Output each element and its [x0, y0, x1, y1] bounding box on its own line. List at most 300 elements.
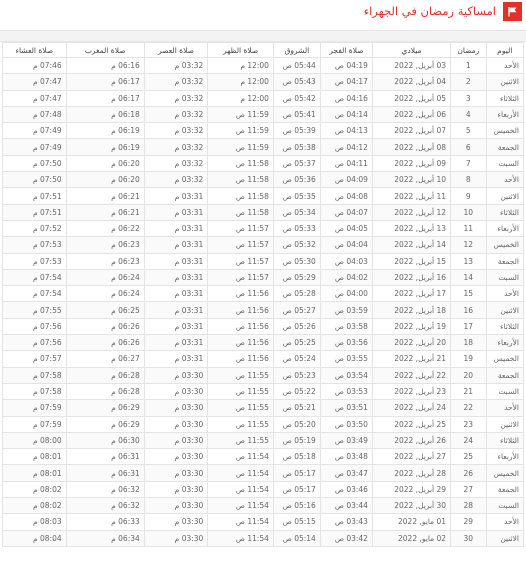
- cell-day: الثلاثاء: [486, 90, 524, 106]
- cell-fajr: 04:13 ص: [320, 123, 372, 139]
- table-row: [3, 90, 524, 106]
- cell-isha: 08:01 م: [3, 449, 67, 465]
- cell-sunrise: 05:25 ص: [273, 335, 320, 351]
- cell-dhuhr: 11:58 ص: [208, 155, 274, 171]
- cell-dhuhr: 11:55 ص: [208, 367, 274, 383]
- cell-maghrib: 06:23 م: [66, 237, 144, 253]
- cell-day: الجمعة: [486, 139, 524, 155]
- cell-gregorian: 20 أبريل, 2022: [372, 335, 450, 351]
- cell-dhuhr: 11:57 ص: [208, 220, 274, 236]
- cell-ramadan: 30: [451, 530, 486, 546]
- cell-ramadan: 5: [451, 123, 486, 139]
- cell-dhuhr: 11:54 ص: [208, 481, 274, 497]
- cell-fajr: 04:12 ص: [320, 139, 372, 155]
- cell-asr: 03:31 م: [144, 237, 208, 253]
- cell-sunrise: 05:24 ص: [273, 351, 320, 367]
- cell-ramadan: 13: [451, 253, 486, 269]
- cell-fajr: 03:42 ص: [320, 530, 372, 546]
- page-title: امساكية رمضان في الجهراء: [363, 4, 496, 18]
- cell-day: الأحد: [486, 400, 524, 416]
- cell-gregorian: 02 مايو, 2022: [372, 530, 450, 546]
- column-header-asr: صلاة العصر: [144, 43, 208, 58]
- cell-maghrib: 06:30 م: [66, 432, 144, 448]
- cell-ramadan: 19: [451, 351, 486, 367]
- cell-gregorian: 10 أبريل, 2022: [372, 172, 450, 188]
- cell-isha: 08:02 م: [3, 481, 67, 497]
- cell-sunrise: 05:22 ص: [273, 383, 320, 399]
- cell-fajr: 03:46 ص: [320, 481, 372, 497]
- cell-isha: 07:54 م: [3, 286, 67, 302]
- column-header-dhuhr: صلاة الظهر: [208, 43, 274, 58]
- cell-sunrise: 05:43 ص: [273, 74, 320, 90]
- cell-dhuhr: 11:59 ص: [208, 123, 274, 139]
- cell-dhuhr: 11:56 ص: [208, 351, 274, 367]
- cell-maghrib: 06:24 م: [66, 269, 144, 285]
- cell-maghrib: 06:31 م: [66, 449, 144, 465]
- cell-isha: 07:47 م: [3, 90, 67, 106]
- cell-sunrise: 05:34 ص: [273, 204, 320, 220]
- cell-gregorian: 29 أبريل, 2022: [372, 481, 450, 497]
- cell-asr: 03:31 م: [144, 253, 208, 269]
- cell-isha: 07:56 م: [3, 335, 67, 351]
- cell-dhuhr: 11:54 ص: [208, 498, 274, 514]
- cell-isha: 07:52 م: [3, 220, 67, 236]
- cell-day: الأحد: [486, 172, 524, 188]
- cell-maghrib: 06:31 م: [66, 465, 144, 481]
- cell-asr: 03:32 م: [144, 74, 208, 90]
- cell-isha: 08:00 م: [3, 432, 67, 448]
- cell-day: الجمعة: [486, 481, 524, 497]
- cell-sunrise: 05:30 ص: [273, 253, 320, 269]
- cell-maghrib: 06:19 م: [66, 123, 144, 139]
- cell-gregorian: 08 أبريل, 2022: [372, 139, 450, 155]
- cell-dhuhr: 11:54 ص: [208, 514, 274, 530]
- cell-dhuhr: 11:57 ص: [208, 237, 274, 253]
- cell-sunrise: 05:17 ص: [273, 465, 320, 481]
- column-header-day: اليوم: [486, 43, 524, 58]
- cell-dhuhr: 11:58 ص: [208, 172, 274, 188]
- cell-maghrib: 06:32 م: [66, 498, 144, 514]
- cell-gregorian: 15 أبريل, 2022: [372, 253, 450, 269]
- cell-day: الجمعة: [486, 253, 524, 269]
- cell-day: الخميس: [486, 237, 524, 253]
- cell-fajr: 03:56 ص: [320, 335, 372, 351]
- table-row: [3, 498, 524, 514]
- cell-ramadan: 17: [451, 318, 486, 334]
- cell-maghrib: 06:21 م: [66, 204, 144, 220]
- cell-sunrise: 05:35 ص: [273, 188, 320, 204]
- cell-gregorian: 07 أبريل, 2022: [372, 123, 450, 139]
- header-divider: [0, 31, 526, 42]
- cell-fajr: 04:08 ص: [320, 188, 372, 204]
- table-row: [3, 106, 524, 122]
- cell-dhuhr: 11:59 ص: [208, 139, 274, 155]
- flag-icon: [503, 2, 522, 21]
- cell-isha: 07:49 م: [3, 123, 67, 139]
- table-row: [3, 269, 524, 285]
- cell-isha: 07:53 م: [3, 237, 67, 253]
- cell-ramadan: 24: [451, 432, 486, 448]
- table-row: [3, 188, 524, 204]
- cell-dhuhr: 11:56 ص: [208, 286, 274, 302]
- cell-day: الأربعاء: [486, 449, 524, 465]
- cell-sunrise: 05:23 ص: [273, 367, 320, 383]
- table-row: [3, 432, 524, 448]
- cell-ramadan: 15: [451, 286, 486, 302]
- cell-maghrib: 06:24 م: [66, 286, 144, 302]
- cell-maghrib: 06:19 م: [66, 139, 144, 155]
- cell-asr: 03:31 م: [144, 204, 208, 220]
- cell-dhuhr: 11:55 ص: [208, 416, 274, 432]
- table-row: [3, 253, 524, 269]
- cell-day: الأربعاء: [486, 335, 524, 351]
- cell-ramadan: 11: [451, 220, 486, 236]
- cell-isha: 07:48 م: [3, 106, 67, 122]
- column-header-ramadan: رمضان: [451, 43, 486, 58]
- cell-sunrise: 05:17 ص: [273, 481, 320, 497]
- cell-asr: 03:32 م: [144, 139, 208, 155]
- cell-ramadan: 12: [451, 237, 486, 253]
- cell-ramadan: 9: [451, 188, 486, 204]
- cell-sunrise: 05:18 ص: [273, 449, 320, 465]
- cell-isha: 07:47 م: [3, 74, 67, 90]
- table-row: [3, 58, 524, 74]
- cell-asr: 03:32 م: [144, 58, 208, 74]
- cell-maghrib: 06:25 م: [66, 302, 144, 318]
- cell-isha: 07:50 م: [3, 155, 67, 171]
- cell-dhuhr: 12:00 م: [208, 90, 274, 106]
- cell-day: الاثنين: [486, 416, 524, 432]
- cell-day: السبت: [486, 383, 524, 399]
- cell-dhuhr: 11:55 ص: [208, 432, 274, 448]
- cell-fajr: 04:14 ص: [320, 106, 372, 122]
- table-row: [3, 400, 524, 416]
- cell-isha: 07:51 م: [3, 204, 67, 220]
- cell-dhuhr: 11:54 ص: [208, 449, 274, 465]
- cell-ramadan: 29: [451, 514, 486, 530]
- cell-gregorian: 14 أبريل, 2022: [372, 237, 450, 253]
- cell-fajr: 03:51 ص: [320, 400, 372, 416]
- cell-day: الأربعاء: [486, 106, 524, 122]
- cell-asr: 03:31 م: [144, 302, 208, 318]
- cell-dhuhr: 11:57 ص: [208, 253, 274, 269]
- cell-maghrib: 06:34 م: [66, 530, 144, 546]
- cell-asr: 03:30 م: [144, 432, 208, 448]
- cell-isha: 07:58 م: [3, 367, 67, 383]
- cell-gregorian: 26 أبريل, 2022: [372, 432, 450, 448]
- cell-dhuhr: 11:56 ص: [208, 318, 274, 334]
- cell-sunrise: 05:15 ص: [273, 514, 320, 530]
- cell-gregorian: 22 أبريل, 2022: [372, 367, 450, 383]
- cell-isha: 08:01 م: [3, 465, 67, 481]
- cell-sunrise: 05:14 ص: [273, 530, 320, 546]
- cell-ramadan: 4: [451, 106, 486, 122]
- cell-gregorian: 27 أبريل, 2022: [372, 449, 450, 465]
- cell-isha: 07:59 م: [3, 400, 67, 416]
- cell-gregorian: 24 أبريل, 2022: [372, 400, 450, 416]
- cell-sunrise: 05:21 ص: [273, 400, 320, 416]
- cell-asr: 03:30 م: [144, 367, 208, 383]
- cell-fajr: 04:17 ص: [320, 74, 372, 90]
- cell-isha: 07:57 م: [3, 351, 67, 367]
- cell-isha: 07:59 م: [3, 416, 67, 432]
- cell-dhuhr: 11:59 ص: [208, 106, 274, 122]
- cell-fajr: 03:53 ص: [320, 383, 372, 399]
- cell-ramadan: 22: [451, 400, 486, 416]
- cell-maghrib: 06:29 م: [66, 400, 144, 416]
- column-header-fajr: صلاة الفجر: [320, 43, 372, 58]
- table-row: [3, 514, 524, 530]
- table-row: [3, 335, 524, 351]
- cell-ramadan: 26: [451, 465, 486, 481]
- cell-fajr: 04:04 ص: [320, 237, 372, 253]
- cell-maghrib: 06:32 م: [66, 481, 144, 497]
- cell-asr: 03:32 م: [144, 90, 208, 106]
- cell-sunrise: 05:42 ص: [273, 90, 320, 106]
- cell-isha: 07:53 م: [3, 253, 67, 269]
- cell-maghrib: 06:16 م: [66, 58, 144, 74]
- cell-gregorian: 05 أبريل, 2022: [372, 90, 450, 106]
- cell-asr: 03:31 م: [144, 220, 208, 236]
- cell-isha: 07:46 م: [3, 58, 67, 74]
- table-body: [3, 58, 524, 547]
- cell-fajr: 04:19 ص: [320, 58, 372, 74]
- cell-asr: 03:31 م: [144, 286, 208, 302]
- cell-day: الاثنين: [486, 74, 524, 90]
- cell-day: الخميس: [486, 351, 524, 367]
- cell-fajr: 03:54 ص: [320, 367, 372, 383]
- cell-ramadan: 16: [451, 302, 486, 318]
- cell-sunrise: 05:41 ص: [273, 106, 320, 122]
- table-row: [3, 481, 524, 497]
- cell-ramadan: 2: [451, 74, 486, 90]
- cell-fajr: 03:47 ص: [320, 465, 372, 481]
- table-row: [3, 351, 524, 367]
- cell-day: الاثنين: [486, 188, 524, 204]
- cell-sunrise: 05:29 ص: [273, 269, 320, 285]
- cell-sunrise: 05:26 ص: [273, 318, 320, 334]
- cell-sunrise: 05:20 ص: [273, 416, 320, 432]
- cell-asr: 03:32 م: [144, 123, 208, 139]
- cell-ramadan: 6: [451, 139, 486, 155]
- cell-gregorian: 18 أبريل, 2022: [372, 302, 450, 318]
- cell-day: السبت: [486, 269, 524, 285]
- cell-asr: 03:31 م: [144, 335, 208, 351]
- cell-day: الثلاثاء: [486, 204, 524, 220]
- cell-asr: 03:31 م: [144, 318, 208, 334]
- cell-day: الخميس: [486, 465, 524, 481]
- cell-dhuhr: 11:56 ص: [208, 335, 274, 351]
- cell-gregorian: 13 أبريل, 2022: [372, 220, 450, 236]
- cell-ramadan: 3: [451, 90, 486, 106]
- cell-sunrise: 05:37 ص: [273, 155, 320, 171]
- cell-fajr: 03:58 ص: [320, 318, 372, 334]
- table-row: [3, 465, 524, 481]
- cell-day: الجمعة: [486, 367, 524, 383]
- cell-ramadan: 10: [451, 204, 486, 220]
- cell-dhuhr: 12:00 م: [208, 58, 274, 74]
- cell-sunrise: 05:32 ص: [273, 237, 320, 253]
- cell-maghrib: 06:20 م: [66, 172, 144, 188]
- page-header: [0, 0, 526, 31]
- cell-isha: 07:50 م: [3, 172, 67, 188]
- cell-asr: 03:30 م: [144, 530, 208, 546]
- cell-ramadan: 7: [451, 155, 486, 171]
- cell-maghrib: 06:23 م: [66, 253, 144, 269]
- table-row: [3, 139, 524, 155]
- cell-maghrib: 06:17 م: [66, 90, 144, 106]
- cell-gregorian: 03 أبريل, 2022: [372, 58, 450, 74]
- cell-ramadan: 23: [451, 416, 486, 432]
- cell-sunrise: 05:39 ص: [273, 123, 320, 139]
- cell-dhuhr: 11:58 ص: [208, 188, 274, 204]
- column-header-maghrib: صلاة المغرب: [66, 43, 144, 58]
- cell-asr: 03:31 م: [144, 351, 208, 367]
- table-row: [3, 318, 524, 334]
- cell-asr: 03:30 م: [144, 449, 208, 465]
- cell-maghrib: 06:28 م: [66, 367, 144, 383]
- imsakiya-table: [2, 42, 524, 547]
- cell-gregorian: 16 أبريل, 2022: [372, 269, 450, 285]
- cell-dhuhr: 11:55 ص: [208, 383, 274, 399]
- table-row: [3, 237, 524, 253]
- cell-dhuhr: 11:58 ص: [208, 204, 274, 220]
- table-row: [3, 220, 524, 236]
- cell-sunrise: 05:16 ص: [273, 498, 320, 514]
- table-row: [3, 302, 524, 318]
- cell-sunrise: 05:27 ص: [273, 302, 320, 318]
- cell-sunrise: 05:36 ص: [273, 172, 320, 188]
- cell-asr: 03:30 م: [144, 465, 208, 481]
- cell-ramadan: 28: [451, 498, 486, 514]
- cell-day: الثلاثاء: [486, 318, 524, 334]
- cell-asr: 03:30 م: [144, 416, 208, 432]
- cell-asr: 03:30 م: [144, 514, 208, 530]
- cell-sunrise: 05:38 ص: [273, 139, 320, 155]
- cell-isha: 07:54 م: [3, 269, 67, 285]
- table-row: [3, 204, 524, 220]
- cell-isha: 08:02 م: [3, 498, 67, 514]
- cell-maghrib: 06:28 م: [66, 383, 144, 399]
- cell-gregorian: 09 أبريل, 2022: [372, 155, 450, 171]
- cell-maghrib: 06:29 م: [66, 416, 144, 432]
- cell-asr: 03:31 م: [144, 269, 208, 285]
- cell-gregorian: 12 أبريل, 2022: [372, 204, 450, 220]
- cell-ramadan: 21: [451, 383, 486, 399]
- cell-dhuhr: 12:00 م: [208, 74, 274, 90]
- cell-gregorian: 04 أبريل, 2022: [372, 74, 450, 90]
- cell-maghrib: 06:18 م: [66, 106, 144, 122]
- cell-sunrise: 05:33 ص: [273, 220, 320, 236]
- cell-ramadan: 1: [451, 58, 486, 74]
- table-row: [3, 530, 524, 546]
- cell-maghrib: 06:33 م: [66, 514, 144, 530]
- cell-fajr: 03:48 ص: [320, 449, 372, 465]
- table-row: [3, 155, 524, 171]
- cell-sunrise: 05:28 ص: [273, 286, 320, 302]
- cell-ramadan: 18: [451, 335, 486, 351]
- cell-fajr: 04:11 ص: [320, 155, 372, 171]
- column-header-gregorian: ميلادي: [372, 43, 450, 58]
- table-header-row: [3, 43, 524, 58]
- table-row: [3, 74, 524, 90]
- cell-fajr: 03:44 ص: [320, 498, 372, 514]
- cell-fajr: 04:16 ص: [320, 90, 372, 106]
- cell-fajr: 04:03 ص: [320, 253, 372, 269]
- cell-fajr: 03:50 ص: [320, 416, 372, 432]
- cell-gregorian: 11 أبريل, 2022: [372, 188, 450, 204]
- cell-gregorian: 30 أبريل, 2022: [372, 498, 450, 514]
- cell-day: الأربعاء: [486, 220, 524, 236]
- cell-asr: 03:31 م: [144, 188, 208, 204]
- cell-fajr: 04:09 ص: [320, 172, 372, 188]
- cell-fajr: 04:02 ص: [320, 269, 372, 285]
- cell-dhuhr: 11:55 ص: [208, 400, 274, 416]
- cell-fajr: 04:00 ص: [320, 286, 372, 302]
- cell-fajr: 03:55 ص: [320, 351, 372, 367]
- cell-day: السبت: [486, 155, 524, 171]
- cell-asr: 03:30 م: [144, 481, 208, 497]
- cell-fajr: 03:59 ص: [320, 302, 372, 318]
- table-row: [3, 172, 524, 188]
- cell-dhuhr: 11:56 ص: [208, 302, 274, 318]
- cell-day: الأحد: [486, 286, 524, 302]
- cell-maghrib: 06:22 م: [66, 220, 144, 236]
- cell-dhuhr: 11:54 ص: [208, 465, 274, 481]
- cell-isha: 08:04 م: [3, 530, 67, 546]
- cell-asr: 03:32 م: [144, 106, 208, 122]
- cell-gregorian: 21 أبريل, 2022: [372, 351, 450, 367]
- table-row: [3, 416, 524, 432]
- column-header-isha: صلاة العشاء: [3, 43, 67, 58]
- cell-fajr: 04:07 ص: [320, 204, 372, 220]
- cell-ramadan: 20: [451, 367, 486, 383]
- cell-fajr: 03:49 ص: [320, 432, 372, 448]
- cell-day: الاثنين: [486, 302, 524, 318]
- cell-dhuhr: 11:54 ص: [208, 530, 274, 546]
- cell-isha: 08:03 م: [3, 514, 67, 530]
- cell-maghrib: 06:26 م: [66, 335, 144, 351]
- cell-sunrise: 05:44 ص: [273, 58, 320, 74]
- cell-isha: 07:56 م: [3, 318, 67, 334]
- cell-gregorian: 17 أبريل, 2022: [372, 286, 450, 302]
- cell-ramadan: 27: [451, 481, 486, 497]
- cell-day: الأحد: [486, 514, 524, 530]
- cell-maghrib: 06:26 م: [66, 318, 144, 334]
- table-row: [3, 383, 524, 399]
- cell-maghrib: 06:27 م: [66, 351, 144, 367]
- cell-isha: 07:55 م: [3, 302, 67, 318]
- cell-isha: 07:49 م: [3, 139, 67, 155]
- cell-fajr: 04:05 ص: [320, 220, 372, 236]
- cell-sunrise: 05:19 ص: [273, 432, 320, 448]
- table-row: [3, 449, 524, 465]
- cell-asr: 03:30 م: [144, 498, 208, 514]
- cell-gregorian: 25 أبريل, 2022: [372, 416, 450, 432]
- cell-dhuhr: 11:57 ص: [208, 269, 274, 285]
- cell-asr: 03:32 م: [144, 155, 208, 171]
- cell-asr: 03:30 م: [144, 383, 208, 399]
- cell-gregorian: 19 أبريل, 2022: [372, 318, 450, 334]
- cell-ramadan: 8: [451, 172, 486, 188]
- cell-isha: 07:58 م: [3, 383, 67, 399]
- cell-isha: 07:51 م: [3, 188, 67, 204]
- cell-gregorian: 28 أبريل, 2022: [372, 465, 450, 481]
- column-header-sunrise: الشروق: [273, 43, 320, 58]
- cell-maghrib: 06:17 م: [66, 74, 144, 90]
- cell-gregorian: 23 أبريل, 2022: [372, 383, 450, 399]
- cell-day: السبت: [486, 498, 524, 514]
